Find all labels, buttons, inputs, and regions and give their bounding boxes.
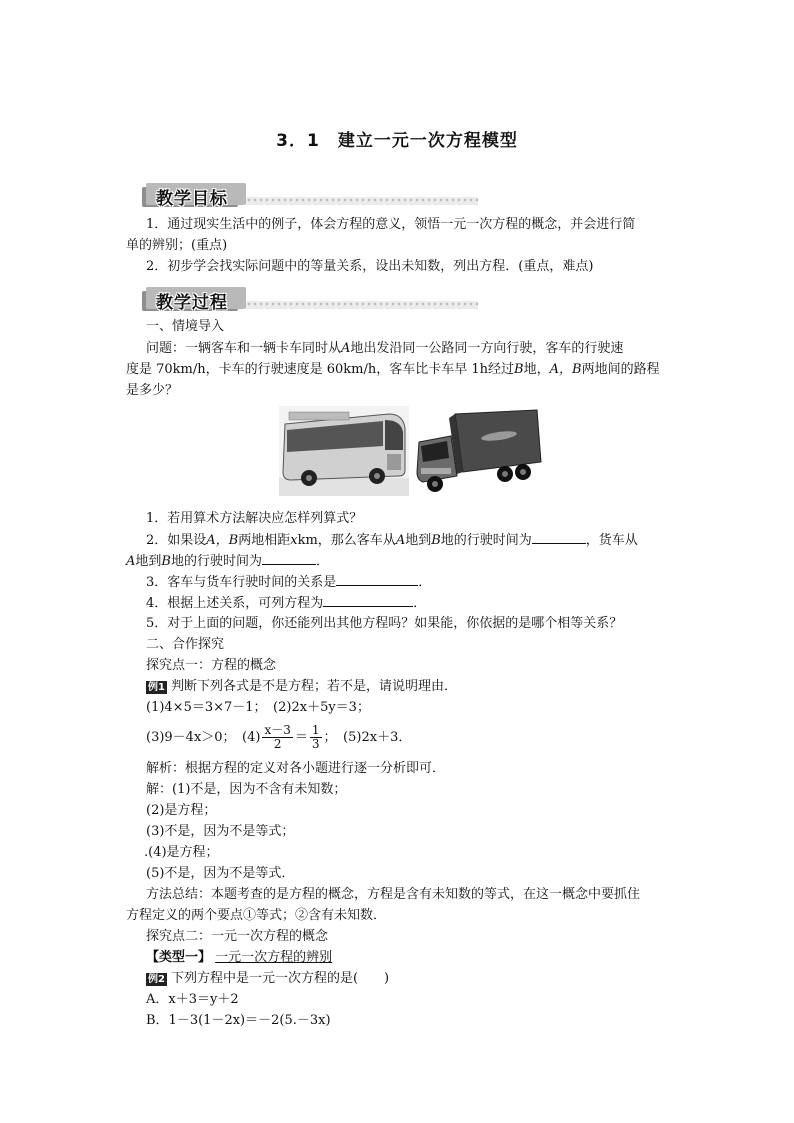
answer-blank <box>323 594 413 607</box>
explore-point-1: 探究点一：方程的概念 <box>146 658 277 673</box>
question-2-line-2: A地到B地的行驶时间为 ． <box>126 554 329 569</box>
answer-blank <box>262 552 316 565</box>
example-2: 例2 下列方程中是一元一次方程的是( ) <box>148 971 390 986</box>
option-a: A．x＋3＝y＋2 <box>146 992 239 1007</box>
intro-problem-line-2: 度是 70km/h，卡车的行驶速度是 60km/h，客车比卡车早 1h经过B地，A，B两地间的路程 <box>126 362 660 377</box>
question-1: 1．若用算术方法解决应怎样列算式？ <box>146 511 363 526</box>
option-b: B．1－3(1－2x)＝－2(5.－3x) <box>146 1013 331 1028</box>
section-header-process <box>146 287 478 311</box>
bus-image <box>279 406 409 496</box>
goal-2: 2．初步学会找实际问题中的等量关系，设出未知数，列出方程．(重点，难点) <box>146 259 594 274</box>
type-1-heading: 【类型一】 一元一次方程的辨别 <box>146 950 333 965</box>
example-badge: 例1 <box>148 682 165 693</box>
example-1-items-2: (3)9－4x＞0； (4) $\frac{x-3}{2}$ ＝ $\frac{1}{3}$ ； (5)2x＋3． <box>146 723 412 751</box>
answer-blank <box>532 531 586 544</box>
answer-blank <box>336 573 418 586</box>
page-title: 3．1 建立一元一次方程模型 <box>276 131 518 151</box>
summary-line-1: 方法总结：本题考查的是方程的概念，方程是含有未知数的等式，在这一概念中要抓住 <box>146 887 641 902</box>
analysis: 解析：根据方程的定义对各小题进行逐一分析即可． <box>146 761 446 776</box>
solution-5: (5)不是，因为不是等式． <box>146 866 295 881</box>
solution-4: .(4)是方程； <box>144 845 219 860</box>
solution-1: 解：(1)不是，因为不含有未知数； <box>146 782 347 797</box>
section-title-goals: 教学目标 <box>156 189 228 209</box>
goal-1-line-a: 1．通过现实生活中的例子，体会方程的意义，领悟一元一次方程的概念，并会进行简 <box>146 217 636 232</box>
goal-1-line-b: 单的辨别；(重点) <box>126 238 228 253</box>
question-2-line-1: 2．如果设A，B两地相距xkm，那么客车从A地到B地的行驶时间为 ，货车从 <box>146 533 638 548</box>
truck-image <box>413 406 543 496</box>
question-4: 4．根据上述关系，可列方程为 ． <box>146 596 427 611</box>
summary-line-2: 方程定义的两个要点①等式；②含有未知数． <box>126 908 387 923</box>
intro-problem-line-3: 是多少？ <box>126 383 179 398</box>
example-1-items-1: (1)4×5＝3×7－1； (2)2x＋5y＝3； <box>146 700 370 715</box>
explore-point-2: 探究点二：一元一次方程的概念 <box>146 929 329 944</box>
fraction: $\frac{x-3}{2}$ <box>264 723 291 751</box>
intro-heading: 一、情境导入 <box>146 319 225 334</box>
example-badge: 例2 <box>148 974 165 985</box>
section-header-goals <box>146 183 478 207</box>
explore-heading: 二、合作探究 <box>146 637 225 652</box>
solution-2: (2)是方程； <box>146 803 217 818</box>
intro-problem-line-1: 问题：一辆客车和一辆卡车同时从A地出发沿同一公路同一方向行驶，客车的行驶速 <box>146 341 624 356</box>
solution-3: (3)不是，因为不是等式； <box>146 824 295 839</box>
question-3: 3．客车与货车行驶时间的关系是 ． <box>146 575 432 590</box>
fraction: $\frac{1}{3}$ <box>311 723 320 751</box>
example-1: 例1 判断下列各式是不是方程；若不是，请说明理由． <box>148 679 457 694</box>
section-title-process: 教学过程 <box>156 293 228 313</box>
question-5: 5．对于上面的问题，你还能列出其他方程吗？如果能，你依据的是哪个相等关系？ <box>146 616 623 631</box>
